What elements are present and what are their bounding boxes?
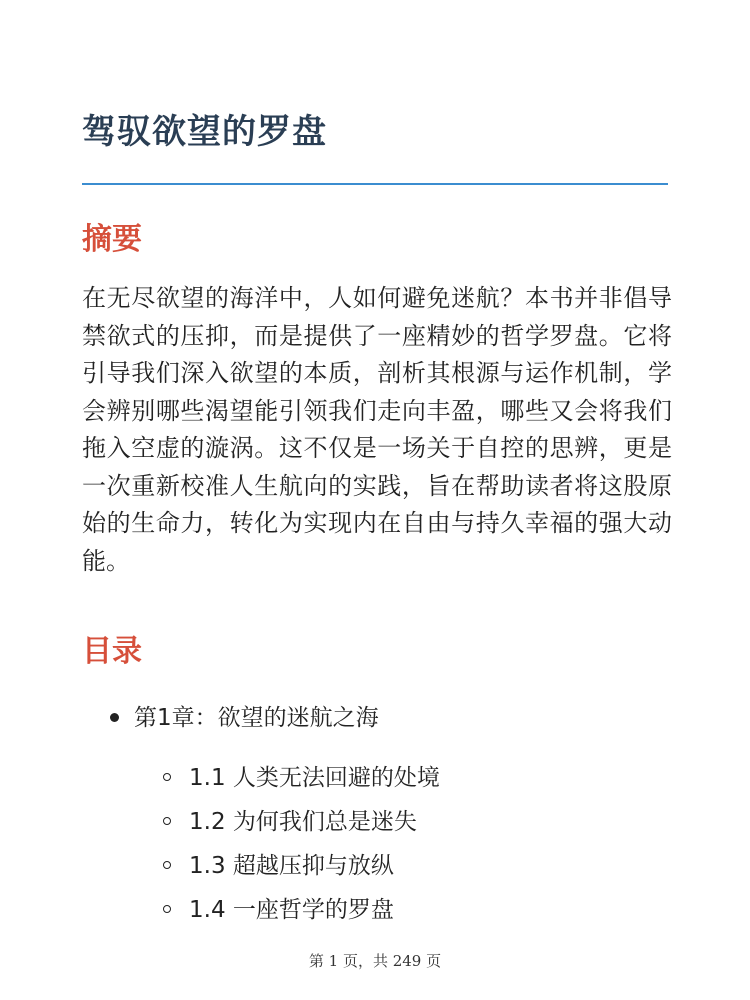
- bullet-disc-icon: [110, 713, 119, 722]
- abstract-heading: 摘要: [82, 222, 142, 257]
- bullet-circle-icon: [163, 905, 171, 913]
- toc-chapter-item: [82, 700, 668, 932]
- toc-list: [82, 700, 668, 932]
- bullet-circle-icon: [163, 817, 171, 825]
- toc-section-item: [134, 756, 668, 800]
- toc-section-label: 1.4 一座哲学的罗盘: [189, 897, 394, 923]
- toc-section-label: 1.3 超越压抑与放纵: [189, 853, 394, 879]
- abstract-paragraph: 在无尽欲望的海洋中，人如何避免迷航？本书并非倡导禁欲式的压抑，而是提供了一座精妙的哲学罗盘。它将引导我们深入欲望的本质，剖析其根源与运作机制，学会辨别哪些渴望能引领我们走向丰盈，哪些又会将我们拖入空虚的漩涡。这不仅是一场关于自控的思辨，更是一次重新校准人生航向的实践，旨在帮助读者将这股原始的生命力，转化为实现内在自由与持久幸福的强大动能。: [82, 284, 672, 575]
- toc-section-item: [134, 888, 668, 932]
- toc-chapter-label: 第1章：欲望的迷航之海: [134, 705, 379, 731]
- bullet-circle-icon: [163, 861, 171, 869]
- title-divider: [82, 183, 668, 185]
- toc-section-list: [134, 756, 668, 932]
- page-number-footer: 第 1 页，共 249 页: [308, 952, 442, 970]
- toc-section-item: [134, 800, 668, 844]
- toc-heading: 目录: [82, 634, 142, 669]
- toc-section-label: 1.2 为何我们总是迷失: [189, 809, 417, 835]
- toc-section-item: [134, 844, 668, 888]
- bullet-circle-icon: [163, 773, 171, 781]
- toc-section-label: 1.1 人类无法回避的处境: [189, 765, 440, 791]
- book-title: 驾驭欲望的罗盘: [82, 112, 327, 152]
